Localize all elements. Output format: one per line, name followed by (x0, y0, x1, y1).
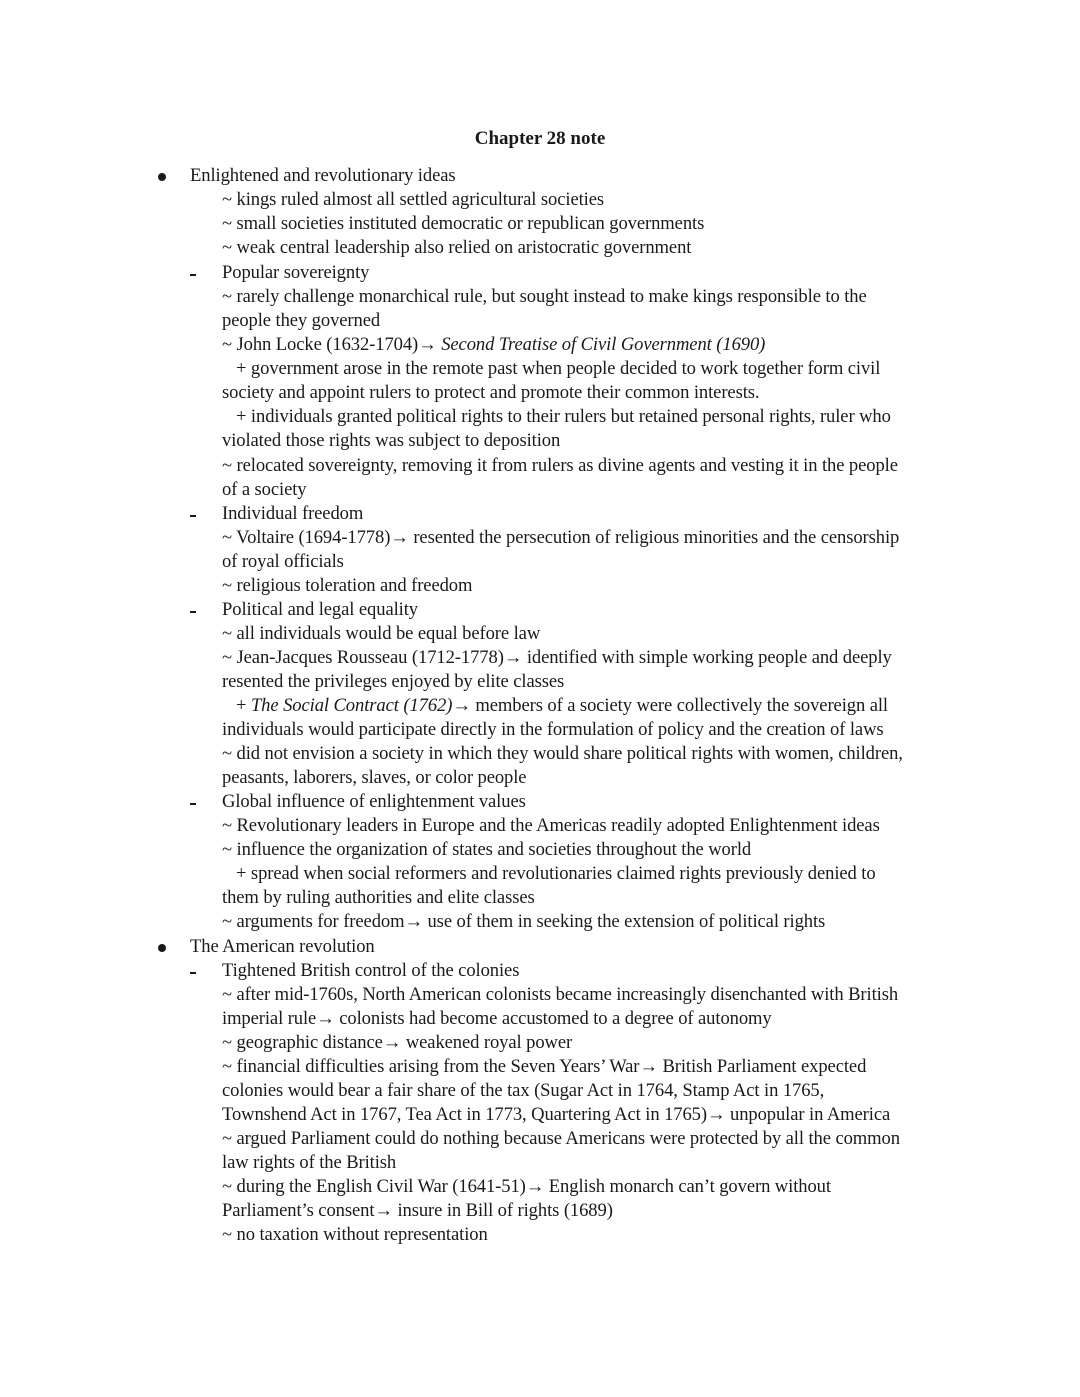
dash-icon (190, 515, 196, 517)
note-line: colonies would bear a fair share of the tax (Sugar Act in 1764, Stamp Act in 1765, (222, 1080, 825, 1101)
note-line: ~ Revolutionary leaders in Europe and the Americas readily adopted Enlightenment ideas (222, 815, 880, 836)
note-line: society and appoint rulers to protect and promote their common interests. (222, 382, 760, 403)
note-line: of a society (222, 479, 307, 500)
section-heading: The American revolution (190, 936, 375, 957)
note-line: ~ kings ruled almost all settled agricultural societies (222, 189, 605, 210)
note-line: ~ geographic distance→ weakened royal power (222, 1032, 573, 1053)
note-line-rousseau (236, 694, 888, 718)
note-line: ~ Jean-Jacques Rousseau (1712-1778)→ identified with simple working people and deeply (222, 647, 892, 668)
note-line: ~ rarely challenge monarchical rule, but sought instead to make kings responsible to the (222, 286, 867, 307)
note-line: ~ after mid-1760s, North American colonists became increasingly disenchanted with British (222, 984, 899, 1005)
note-line: Parliament’s consent→ insure in Bill of rights (1689) (222, 1200, 613, 1221)
note-line: + government arose in the remote past when people decided to work together form civil (236, 358, 881, 379)
subheading: Tightened British control of the colonies (222, 960, 520, 981)
dash-icon (190, 611, 196, 613)
dash-icon (190, 274, 196, 276)
note-line: + individuals granted political rights to their rulers but retained personal rights, ruler who (236, 406, 891, 427)
page-title: Chapter 28 note (474, 128, 606, 149)
note-line: Townshend Act in 1767, Tea Act in 1773, Quartering Act in 1765)→ unpopular in America (222, 1104, 891, 1125)
subheading: Global influence of enlightenment values (222, 791, 526, 812)
note-line: ~ did not envision a society in which they would share political rights with women, children, (222, 743, 903, 764)
dash-icon (190, 803, 196, 805)
note-line: of royal officials (222, 551, 344, 572)
note-line: law rights of the British (222, 1152, 397, 1173)
note-line: ~ during the English Civil War (1641-51)→ English monarch can’t govern without (222, 1176, 831, 1197)
subheading: Political and legal equality (222, 599, 418, 620)
book-title: The Social Contract (1762) (250, 695, 453, 716)
bullet-icon (158, 173, 166, 181)
note-line: ~ religious toleration and freedom (222, 575, 473, 596)
note-line-locke (222, 333, 765, 357)
subheading: Popular sovereignty (222, 262, 370, 283)
note-line: imperial rule→ colonists had become accustomed to a degree of autonomy (222, 1008, 772, 1029)
note-line: ~ financial difficulties arising from the Seven Years’ War→ British Parliament expected (222, 1056, 867, 1077)
dash-icon (190, 972, 196, 974)
note-line: ~ small societies instituted democratic or republican governments (222, 213, 705, 234)
note-line: people they governed (222, 310, 381, 331)
note-line: ~ arguments for freedom→ use of them in seeking the extension of political rights (222, 911, 826, 932)
note-line: ~ relocated sovereignty, removing it from rulers as divine agents and vesting it in the people (222, 455, 898, 476)
note-line: + spread when social reformers and revolutionaries claimed rights previously denied to (236, 863, 876, 884)
section-heading: Enlightened and revolutionary ideas (190, 165, 456, 186)
note-line: ~ Voltaire (1694-1778)→ resented the persecution of religious minorities and the censorship (222, 527, 900, 548)
note-line: violated those rights was subject to deposition (222, 430, 561, 451)
note-text: + (236, 695, 251, 716)
bullet-icon (158, 944, 166, 952)
note-line: peasants, laborers, slaves, or color people (222, 767, 527, 788)
note-line: ~ all individuals would be equal before law (222, 623, 541, 644)
note-text: → members of a society were collectively the sovereign all (452, 695, 888, 716)
book-title: Second Treatise of Civil Government (1690) (441, 334, 766, 355)
note-line: ~ no taxation without representation (222, 1224, 488, 1245)
note-line: them by ruling authorities and elite classes (222, 887, 535, 908)
note-line: individuals would participate directly in the formulation of policy and the creation of laws (222, 719, 884, 740)
note-text: ~ John Locke (1632-1704)→ (222, 334, 442, 355)
note-line: ~ argued Parliament could do nothing because Americans were protected by all the common (222, 1128, 900, 1149)
subheading: Individual freedom (222, 503, 364, 524)
note-line: ~ influence the organization of states and societies throughout the world (222, 839, 752, 860)
note-line: resented the privileges enjoyed by elite classes (222, 671, 565, 692)
note-line: ~ weak central leadership also relied on aristocratic government (222, 237, 692, 258)
